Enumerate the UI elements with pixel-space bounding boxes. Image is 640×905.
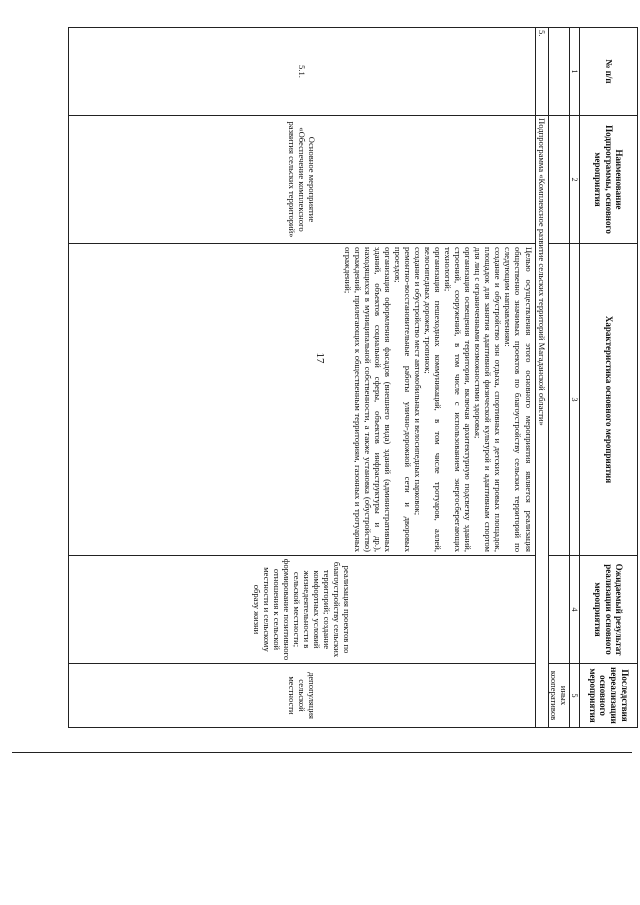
header-expected-result: Ожидаемый результат реализации основного мероприятия	[580, 556, 638, 664]
characteristic-paragraph: организация оформления фасадов (внешнего вида) зданий (административных зданий, объектов социальной сферы, объектов инфраструктуры и др.), находящихся в муниципальной собственности, а также установка (обустройство) ограждений, прилегающих к общественным территориям, газонных и тротуарных ограждений;	[342, 247, 393, 552]
carryover-consequence: иных кооперативов	[548, 664, 569, 728]
header-name: Наименование Подпрограммы, основного мероприятия	[580, 116, 638, 244]
characteristic-paragraph: создание и обустройство зон отдыха, спортивных и детских игровых площадок, площадок для занятия адаптивной физической культурой и адаптивным спортом для лиц с ограниченными возможностями здоровья;	[473, 247, 504, 552]
characteristic-paragraph: создание и обустройство мест автомобильных и велосипедных парковок;	[413, 247, 424, 516]
characteristic-paragraph: организация освещения территории, включая архитектурную подсветку зданий, строений, сооружений, в том числе с использованием энергосберегающих технологий;	[443, 247, 474, 552]
characteristic-paragraph: ремонтно-восстановительные работы улично-дорожной сети и дворовых проездов;	[392, 247, 413, 552]
header-characteristics: Характеристика основного мероприятия	[580, 244, 638, 556]
col-number-3: 3	[569, 244, 579, 556]
characteristic-paragraph: Целью осуществления этого основного мероприятия является реализация общественно значимых проектов по благоустройству сельских территорий по следующим направлениям:	[503, 247, 534, 552]
row-number: 5.1.	[69, 28, 536, 116]
measure-characteristics	[69, 244, 536, 556]
measure-name: Основное мероприятие «Обеспечение комплексного развития сельских территорий»	[69, 116, 536, 244]
header-consequences: Последствия нереализации основного мероприятия	[580, 664, 638, 728]
expected-result: реализация проектов по благоустройству сельских территорий; создание комфортных условий жизнедеятельности в сельской местности; формирование позитивного отношения к сельской местности и сельскому образу жизни	[69, 556, 536, 664]
subprogram-title: Подпрограмма «Комплексное развитие сельских территорий Магаданской области»	[535, 116, 548, 728]
page-divider	[12, 752, 632, 753]
measures-table	[68, 27, 638, 728]
col-number-2: 2	[569, 116, 579, 244]
col-number-5: 5	[569, 664, 579, 728]
header-number: № п/п	[580, 28, 638, 116]
subprogram-number: 5.	[535, 28, 548, 116]
page-number: 17	[314, 352, 326, 364]
rotated-table-page	[68, 27, 638, 727]
consequence: депопуляция сельской местности	[69, 664, 536, 728]
characteristic-paragraph: организация пешеходных коммуникаций, в том числе тротуаров, аллей, велосипедных дорожек, тропинок;	[423, 247, 444, 552]
col-number-4: 4	[569, 556, 579, 664]
col-number-1: 1	[569, 28, 579, 116]
